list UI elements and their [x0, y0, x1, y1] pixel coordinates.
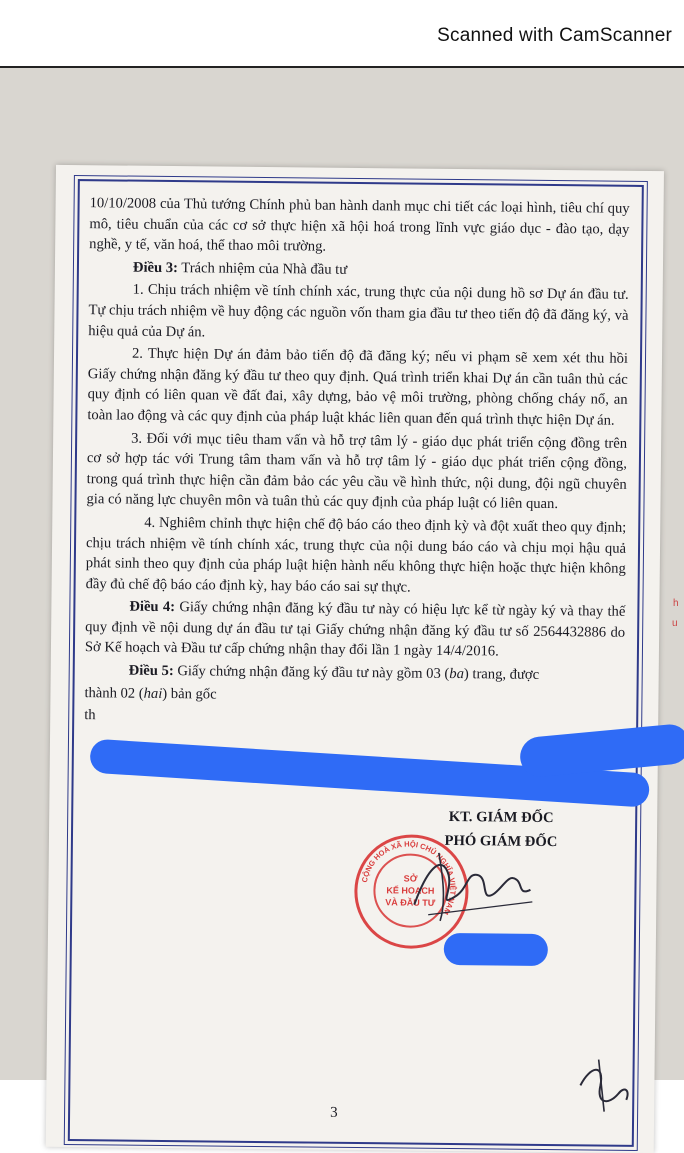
scanner-header — [0, 0, 684, 68]
seal-ring-text: CỘNG HOÀ XÃ HỘI CHỦ NGHĨA VIỆT NAM — [359, 839, 458, 917]
seal-line-1: SỞ — [403, 873, 418, 884]
article-5-hai: hai — [143, 685, 163, 702]
article-3-item-1: 1. Chịu trách nhiệm về tính chính xác, trung thực của nội dung hồ sơ Dự án đầu tư. Tự chịu trách nhiệm về huy động các nguồn vốn tham gia đầu tư theo tiến độ đã đăng ký, và hiệu quả của Dự án. — [88, 282, 629, 340]
article-3-title: Trách nhiệm của Nhà đầu tư — [181, 259, 348, 278]
page-number: 3 — [330, 1104, 338, 1121]
edge-fragment: u — [672, 618, 678, 629]
seal-line-3: VÀ ĐẦU TƯ — [385, 897, 436, 908]
article-5-text-b: ) trang, được — [463, 666, 540, 683]
article-5-text-c: thành 02 ( — [84, 684, 144, 702]
article-5-line-2 — [84, 683, 624, 709]
article-3-item-3: 3. Đối với mục tiêu tham vấn và hỗ trợ tâm lý - giáo dục phát triển cộng đồng trên cơ sở hợp tác với Trung tâm tham vấn và hỗ trợ tâm lý - giáo dục phát triển cộng đồng, trong quá trình thực hiện cần đảm bảo các yêu cầu về hình thức, nội dung, đội ngũ chuyên gia có năng lực chuyên môn và tuân thủ các quy định của pháp luật có liên quan. — [86, 430, 628, 513]
article-3-item-4: 4. Nghiêm chỉnh thực hiện chế độ báo cáo theo định kỳ và đột xuất theo quy định; chịu trách nhiệm về tính chính xác, trung thực của nội dung báo cáo và chịu mọi hậu quả phát sinh theo quy định của pháp luật hiện hành nếu không thực hiện hoặc thực hiện không đầy đủ chế độ báo cáo định kỳ, hay báo cáo sai sự thực. — [85, 514, 627, 596]
document-page — [46, 165, 664, 1153]
article-3-item-2: 2. Thực hiện Dự án đảm bảo tiến độ đã đăng ký; nếu vi phạm sẽ xem xét thu hồi Giấy chứng nhận đăng ký đầu tư theo quy định. Quá trình triển khai Dự án cần tuân thủ các quy định có liên quan về đất đai, xây dựng, bảo vệ môi trường, phòng chống cháy nổ, an toàn lao động và các quy định của pháp luật khác liên quan đến quá trình thực hiện Dự án. — [87, 345, 629, 429]
article-3-heading — [89, 257, 629, 283]
signature-title-2: PHÓ GIÁM ĐỐC — [444, 832, 558, 851]
article-5-text-d: ) bản gốc — [162, 685, 217, 703]
article-5-line-3: th — [84, 707, 96, 724]
article-5-ba: ba — [449, 666, 465, 683]
initials-icon — [574, 1055, 635, 1116]
signature-title-1: KT. GIÁM ĐỐC — [448, 808, 554, 827]
scan-background — [0, 68, 684, 1121]
paragraph-intro: 10/10/2008 của Thủ tướng Chính phủ ban hành danh mục chi tiết các loại hình, tiêu chí quy mô, tiêu chuẩn của các cơ sở thực hiện xã hội hoá trong lĩnh vực giáo dục - đào tạo, dạy nghề, y tế, văn hoá, thể thao môi trường. — [89, 195, 630, 255]
article-4-text: Giấy chứng nhận đăng ký đầu tư này có hiệu lực kể từ ngày ký và thay thế quy định về nội dung dự án đầu tư tại Giấy chứng nhận đăng ký đầu tư số 2564432886 do Sở Kế hoạch và Đầu tư cấp chứng nhận thay đổi lần 1 ngày 14/4/2016. — [84, 599, 626, 660]
article-4 — [85, 596, 626, 663]
article-5-text-a: Giấy chứng nhận đăng ký đầu tư này gồm 03 ( — [177, 663, 450, 683]
article-5-label: Điều 5: — [128, 662, 174, 680]
edge-fragment: h — [673, 598, 679, 609]
article-5 — [85, 660, 625, 686]
article-4-label: Điều 4: — [129, 598, 176, 616]
seal-line-2: KẾ HOẠCH — [386, 885, 435, 896]
signature-icon — [408, 845, 539, 926]
scanner-watermark: Scanned with CamScanner — [437, 25, 672, 46]
article-3-label: Điều 3: — [132, 259, 179, 276]
document-body — [84, 193, 630, 733]
